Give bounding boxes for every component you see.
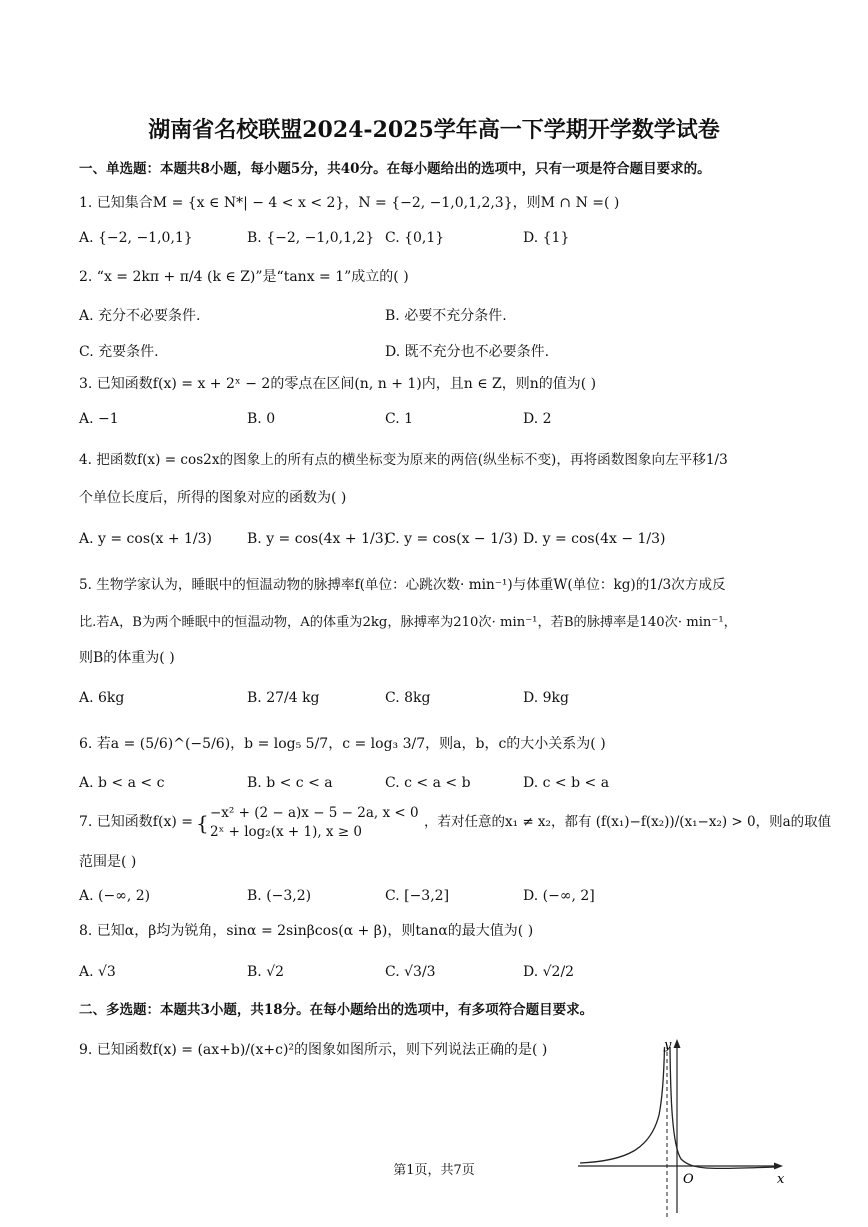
- q5-option-b: B. 27/4 kg: [247, 690, 320, 706]
- y-axis-label: y: [664, 1038, 672, 1053]
- q6-option-c: C. c < a < b: [385, 775, 471, 791]
- q5-option-a: A. 6kg: [79, 690, 125, 706]
- piecewise-brace: {: [196, 811, 209, 835]
- q8-option-c: C. √3/3: [385, 964, 436, 980]
- section-1-header: 一、单选题：本题共8小题，每小题5分，共40分。在每小题给出的选项中，只有一项是符合题目要求的。: [79, 161, 711, 177]
- x-axis-label: x: [777, 1172, 785, 1187]
- q6-option-a: A. b < a < c: [79, 775, 165, 791]
- question-7-stem-line2: 范围是( ): [79, 854, 137, 870]
- q8-option-a: A. √3: [79, 964, 116, 980]
- question-3-stem: 3. 已知函数f(x) = x + 2ˣ − 2的零点在区间(n, n + 1)内，且n ∈ Z，则n的值为( ): [79, 376, 597, 392]
- q7-option-a: A. (−∞, 2): [79, 888, 151, 904]
- q4-option-b: B. y = cos(4x + 1/3): [247, 531, 390, 547]
- q1-option-d: D. {1}: [523, 230, 570, 246]
- question-7-stem-prefix: 7. 已知函数f(x) =: [79, 814, 193, 830]
- q6-option-d: D. c < b < a: [523, 775, 610, 791]
- curve-right-branch: [670, 1047, 775, 1169]
- exam-title: 湖南省名校联盟2024-2025学年高一下学期开学数学试卷: [148, 117, 720, 143]
- q6-option-b: B. b < c < a: [247, 775, 333, 791]
- y-axis-arrow-icon: [674, 1039, 681, 1048]
- question-5-stem-line1: 5. 生物学家认为，睡眠中的恒温动物的脉搏率f(单位：心跳次数· min⁻¹)与体重W(单位：kg)的1/3次方成反: [79, 577, 726, 593]
- q4-option-a: A. y = cos(x + 1/3): [79, 531, 212, 547]
- q2-option-a: A. 充分不必要条件.: [79, 308, 201, 324]
- q7-case-2: 2ˣ + log₂(x + 1), x ≥ 0: [210, 824, 363, 840]
- q7-option-c: C. [−3,2]: [385, 888, 450, 904]
- question-8-stem: 8. 已知α，β均为锐角，sinα = 2sinβcos(α + β)，则tanα的最大值为( ): [79, 923, 534, 939]
- q4-option-d: D. y = cos(4x − 1/3): [523, 531, 666, 547]
- question-9-stem: 9. 已知函数f(x) = (ax+b)/(x+c)²的图象如图所示，则下列说法正确的是( ): [79, 1042, 548, 1058]
- function-graph: [575, 1035, 795, 1225]
- q1-option-c: C. {0,1}: [385, 230, 445, 246]
- q2-option-d: D. 既不充分也不必要条件.: [385, 344, 550, 360]
- q2-option-c: C. 充要条件.: [79, 344, 159, 360]
- q3-option-b: B. 0: [247, 411, 276, 427]
- question-1-stem: 1. 已知集合M = {x ∈ N*| − 4 < x < 2}，N = {−2, −1,0,1,2,3}，则M ∩ N =( ): [79, 195, 620, 211]
- q8-option-b: B. √2: [247, 964, 285, 980]
- curve-left-branch: [580, 1047, 665, 1163]
- origin-label: O: [683, 1172, 694, 1187]
- question-2-stem: 2. “x = 2kπ + π/4 (k ∈ Z)”是“tanx = 1”成立的( ): [79, 269, 409, 285]
- question-5-stem-line2: 比.若A，B为两个睡眠中的恒温动物，A的体重为2kg，脉搏率为210次· min⁻¹，若B的脉搏率是140次· min⁻¹，: [79, 615, 737, 630]
- q5-option-d: D. 9kg: [523, 690, 569, 706]
- q3-option-c: C. 1: [385, 411, 414, 427]
- q4-option-c: C. y = cos(x − 1/3): [385, 531, 519, 547]
- page-footer: 第1页，共7页: [393, 1163, 475, 1178]
- q3-option-d: D. 2: [523, 411, 552, 427]
- q7-option-d: D. (−∞, 2]: [523, 888, 595, 904]
- question-4-stem-line1: 4. 把函数f(x) = cos2x的图象上的所有点的横坐标变为原来的两倍(纵坐标不变)，再将函数图象向左平移1/3: [79, 452, 728, 468]
- q3-option-a: A. −1: [79, 411, 119, 427]
- question-6-stem: 6. 若a = (5/6)^(−5/6)，b = log₅ 5/7，c = log₃ 3/7，则a，b，c的大小关系为( ): [79, 736, 606, 752]
- q1-option-a: A. {−2, −1,0,1}: [79, 230, 193, 246]
- question-4-stem-line2: 个单位长度后，所得的图象对应的函数为( ): [79, 490, 347, 506]
- q8-option-d: D. √2/2: [523, 964, 575, 980]
- question-7-stem-suffix: ，若对任意的x₁ ≠ x₂，都有 (f(x₁)−f(x₂))/(x₁−x₂) > 0，则a的取值: [424, 814, 832, 830]
- section-2-header: 二、多选题：本题共3小题，共18分。在每小题给出的选项中，有多项符合题目要求。: [79, 1002, 594, 1018]
- q1-option-b: B. {−2, −1,0,1,2}: [247, 230, 375, 246]
- question-5-stem-line3: 则B的体重为( ): [79, 650, 175, 666]
- q2-option-b: B. 必要不充分条件.: [385, 308, 507, 324]
- q5-option-c: C. 8kg: [385, 690, 431, 706]
- q7-case-1: −x² + (2 − a)x − 5 − 2a, x < 0: [210, 805, 419, 821]
- q7-option-b: B. (−3,2): [247, 888, 312, 904]
